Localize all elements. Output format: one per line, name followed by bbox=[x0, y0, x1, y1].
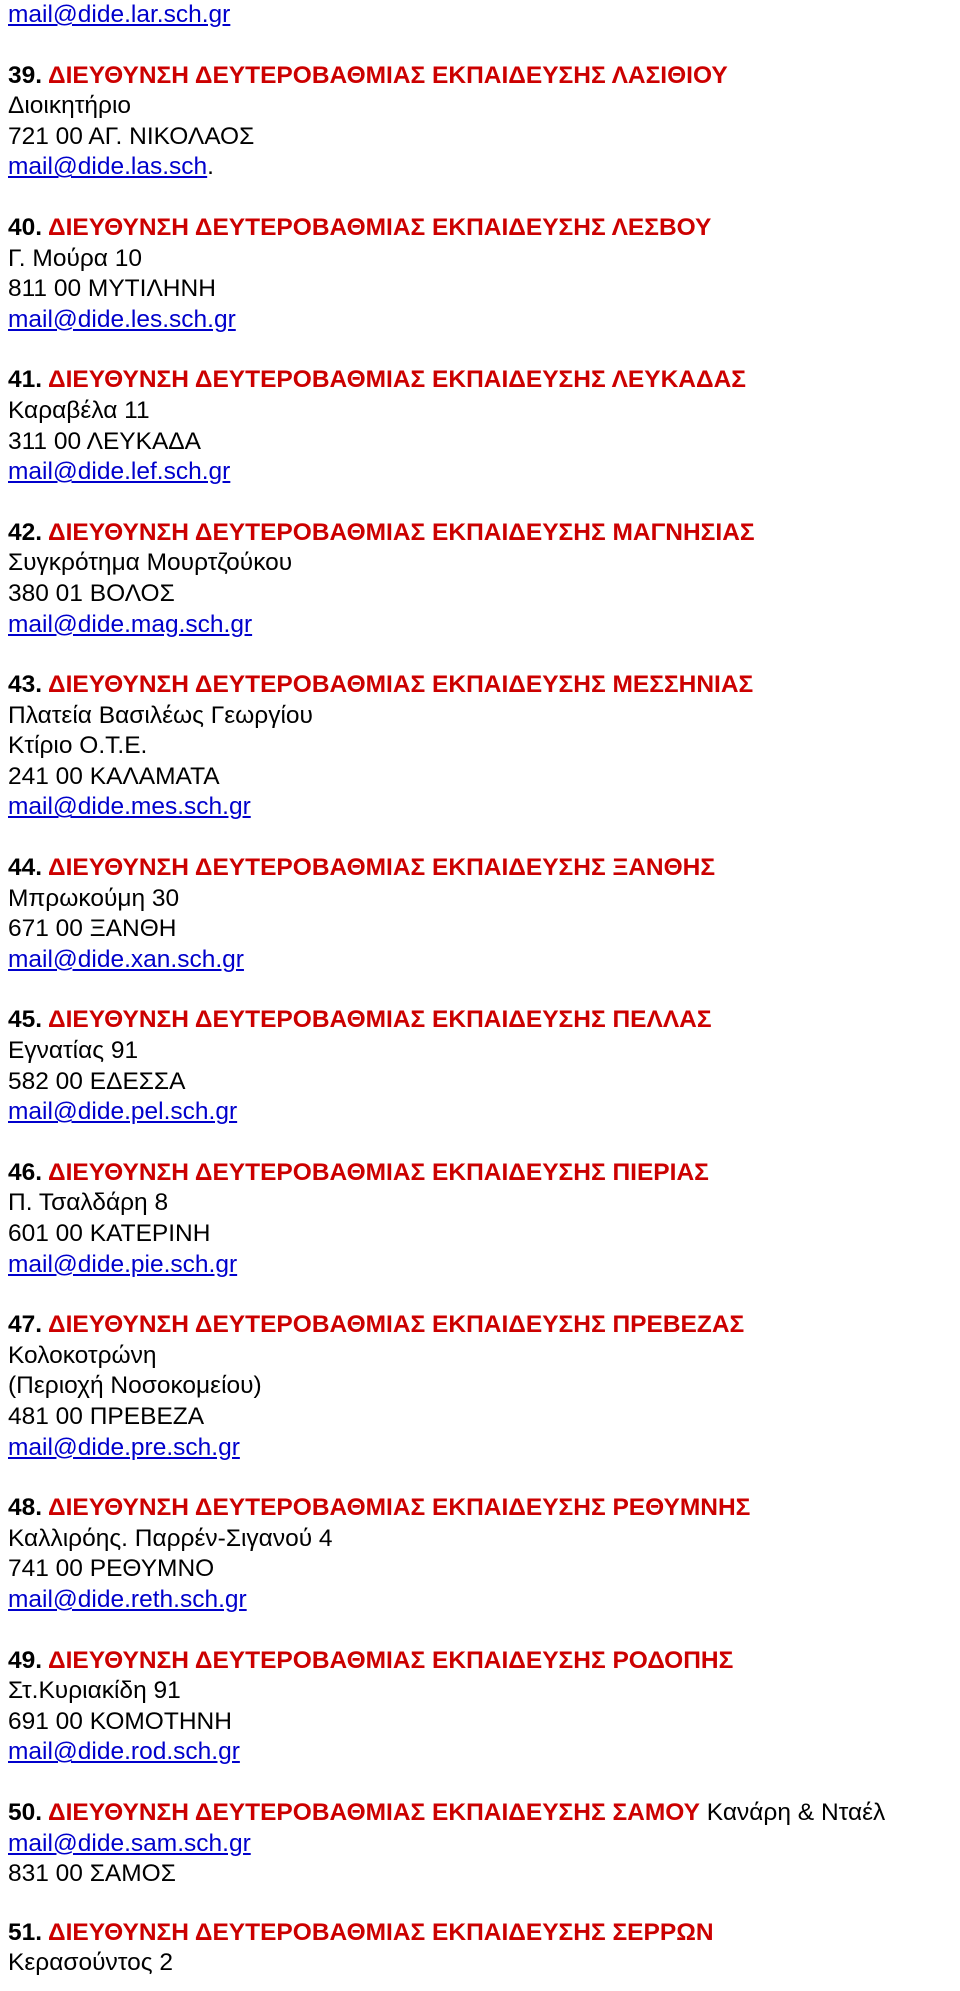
email-line bbox=[8, 1737, 958, 1768]
directory-entry bbox=[8, 213, 958, 335]
entry-heading bbox=[8, 1798, 958, 1829]
directory-entry bbox=[8, 670, 958, 823]
entry-region: ΠΙΕΡΙΑΣ bbox=[612, 1158, 709, 1186]
email-link[interactable]: mail@dide.sam.sch.gr bbox=[8, 1829, 251, 1857]
spacer bbox=[8, 823, 958, 853]
entry-number: 46. bbox=[8, 1158, 48, 1186]
entry-number: 42. bbox=[8, 518, 48, 546]
entry-heading bbox=[8, 61, 958, 92]
entry-heading bbox=[8, 1310, 958, 1341]
entry-heading bbox=[8, 853, 958, 884]
email-line bbox=[8, 305, 958, 336]
entry-heading-address: Κανάρη & Νταέλ bbox=[700, 1798, 886, 1826]
email-link[interactable]: mail@dide.mes.sch.gr bbox=[8, 793, 251, 821]
entry-region: ΛΕΣΒΟΥ bbox=[611, 213, 712, 241]
address-line: 380 01 ΒΟΛΟΣ bbox=[8, 579, 175, 607]
address-line: 311 00 ΛΕΥΚΑΔΑ bbox=[8, 427, 202, 455]
email-line bbox=[8, 610, 958, 641]
entry-region: ΣΑΜΟΥ bbox=[612, 1798, 700, 1826]
entry-heading bbox=[8, 1158, 958, 1189]
entry-number: 49. bbox=[8, 1646, 48, 1674]
email-line bbox=[8, 1585, 958, 1616]
entry-title-prefix: ΔΙΕΥΘΥΝΣΗ ΔΕΥΤΕΡΟΒΑΘΜΙΑΣ ΕΚΠΑΙΔΕΥΣΗΣ bbox=[47, 1918, 613, 1946]
address-line: Καλλιρόης. Παρρέν-Σιγανού 4 bbox=[8, 1524, 333, 1552]
address-line: 721 00 ΑΓ. ΝΙΚΟΛΑΟΣ bbox=[8, 122, 255, 150]
spacer bbox=[8, 183, 958, 213]
entry-number: 48. bbox=[8, 1494, 48, 1522]
entry-title-prefix: ΔΙΕΥΘΥΝΣΗ ΔΕΥΤΕΡΟΒΑΘΜΙΑΣ ΕΚΠΑΙΔΕΥΣΗΣ bbox=[47, 1311, 613, 1339]
entry-heading bbox=[8, 365, 958, 396]
entry-title-prefix: ΔΙΕΥΘΥΝΣΗ ΔΕΥΤΕΡΟΒΑΘΜΙΑΣ ΕΚΠΑΙΔΕΥΣΗΣ bbox=[47, 61, 612, 89]
email-link[interactable]: mail@dide.rod.sch.gr bbox=[8, 1738, 240, 1766]
entry-number: 47. bbox=[8, 1311, 48, 1339]
address-line: 741 00 ΡΕΘΥΜΝΟ bbox=[8, 1555, 215, 1583]
entry-title-prefix: ΔΙΕΥΘΥΝΣΗ ΔΕΥΤΕΡΟΒΑΘΜΙΑΣ ΕΚΠΑΙΔΕΥΣΗΣ bbox=[47, 671, 613, 699]
email-link[interactable]: mail@dide.les.sch.gr bbox=[8, 305, 236, 333]
entry-region: ΜΕΣΣΗΝΙΑΣ bbox=[612, 671, 754, 699]
entry-number: 40. bbox=[8, 213, 48, 241]
address-line: Συγκρότημα Μουρτζούκου bbox=[8, 549, 293, 577]
entry-title-prefix: ΔΙΕΥΘΥΝΣΗ ΔΕΥΤΕΡΟΒΑΘΜΙΑΣ ΕΚΠΑΙΔΕΥΣΗΣ bbox=[47, 1494, 613, 1522]
spacer bbox=[8, 975, 958, 1005]
top-email-line bbox=[8, 0, 958, 31]
directory-entry bbox=[8, 1493, 958, 1615]
email-link-lar[interactable]: mail@dide.lar.sch.gr bbox=[8, 1, 231, 28]
email-line bbox=[8, 457, 958, 488]
email-line bbox=[8, 1250, 958, 1281]
entry-region: ΞΑΝΘΗΣ bbox=[612, 854, 716, 882]
entry-heading bbox=[8, 1493, 958, 1524]
directory-entry bbox=[8, 518, 958, 640]
email-line bbox=[8, 152, 958, 183]
entry-number: 43. bbox=[8, 671, 48, 699]
address-line: Γ. Μούρα 10 bbox=[8, 244, 143, 272]
address-line: Μπρωκούμη 30 bbox=[8, 884, 180, 912]
entry-number: 50. bbox=[8, 1798, 48, 1826]
spacer bbox=[8, 1463, 958, 1493]
entry-title-prefix: ΔΙΕΥΘΥΝΣΗ ΔΕΥΤΕΡΟΒΑΘΜΙΑΣ ΕΚΠΑΙΔΕΥΣΗΣ bbox=[47, 854, 613, 882]
directory-entry bbox=[8, 365, 958, 487]
entry-heading bbox=[8, 670, 958, 701]
entry-region: ΜΑΓΝΗΣΙΑΣ bbox=[612, 518, 755, 546]
address-line: Στ.Κυριακίδη 91 bbox=[8, 1677, 181, 1705]
email-link[interactable]: mail@dide.reth.sch.gr bbox=[8, 1585, 247, 1613]
address-line: Κτίριο Ο.Τ.Ε. bbox=[8, 732, 148, 760]
email-suffix: . bbox=[207, 153, 214, 181]
directory-entry bbox=[8, 1158, 958, 1280]
email-line bbox=[8, 1097, 958, 1128]
spacer bbox=[8, 1890, 958, 1918]
address-line: 671 00 ΞΑΝΘΗ bbox=[8, 915, 177, 943]
directory-entry bbox=[8, 1798, 958, 1890]
entry-number: 44. bbox=[8, 854, 48, 882]
address-line: Κολοκοτρώνη bbox=[8, 1341, 157, 1369]
entry-title-prefix: ΔΙΕΥΘΥΝΣΗ ΔΕΥΤΕΡΟΒΑΘΜΙΑΣ ΕΚΠΑΙΔΕΥΣΗΣ bbox=[47, 1646, 613, 1674]
entry-heading bbox=[8, 518, 958, 549]
entry-number: 41. bbox=[8, 366, 48, 394]
entry-region: ΛΑΣΙΘΙΟΥ bbox=[611, 61, 728, 89]
document-page bbox=[8, 0, 958, 1979]
spacer bbox=[8, 640, 958, 670]
entry-number: 51. bbox=[8, 1918, 48, 1946]
address-line: Κερασούντος 2 bbox=[8, 1949, 173, 1977]
address-line: 691 00 ΚΟΜΟΤΗΝΗ bbox=[8, 1707, 232, 1735]
address-line: 481 00 ΠΡΕΒΕΖΑ bbox=[8, 1402, 205, 1430]
address-line: Καραβέλα 11 bbox=[8, 396, 150, 424]
entry-number: 45. bbox=[8, 1006, 48, 1034]
spacer bbox=[8, 31, 958, 61]
email-line bbox=[8, 1829, 958, 1860]
address-line: Εγνατίας 91 bbox=[8, 1037, 139, 1065]
entry-title-prefix: ΔΙΕΥΘΥΝΣΗ ΔΕΥΤΕΡΟΒΑΘΜΙΑΣ ΕΚΠΑΙΔΕΥΣΗΣ bbox=[47, 213, 612, 241]
directory-entry bbox=[8, 1646, 958, 1768]
email-link[interactable]: mail@dide.pel.sch.gr bbox=[8, 1098, 238, 1126]
address-line: 241 00 ΚΑΛΑΜΑΤΑ bbox=[8, 762, 220, 790]
directory-entry bbox=[8, 853, 958, 975]
entry-number: 39. bbox=[8, 61, 48, 89]
address-line: 582 00 ΕΔΕΣΣΑ bbox=[8, 1067, 186, 1095]
entry-heading bbox=[8, 213, 958, 244]
address-line: 811 00 ΜΥΤΙΛΗΝΗ bbox=[8, 275, 216, 303]
email-link[interactable]: mail@dide.pie.sch.gr bbox=[8, 1250, 238, 1278]
entry-region: ΡΟΔΟΠΗΣ bbox=[612, 1646, 734, 1674]
entry-title-prefix: ΔΙΕΥΘΥΝΣΗ ΔΕΥΤΕΡΟΒΑΘΜΙΑΣ ΕΚΠΑΙΔΕΥΣΗΣ bbox=[47, 1158, 613, 1186]
directory-entry bbox=[8, 1310, 958, 1463]
entry-region: ΡΕΘΥΜΝΗΣ bbox=[612, 1494, 751, 1522]
email-line bbox=[8, 945, 958, 976]
email-link[interactable]: mail@dide.lef.sch.gr bbox=[8, 458, 231, 486]
entry-region: ΠΕΛΛΑΣ bbox=[612, 1006, 712, 1034]
address-line: 601 00 ΚΑΤΕΡΙΝΗ bbox=[8, 1220, 211, 1247]
entry-region: ΛΕΥΚΑΔΑΣ bbox=[611, 366, 746, 394]
email-link[interactable]: mail@dide.xan.sch.gr bbox=[8, 945, 244, 973]
entry-heading bbox=[8, 1005, 958, 1036]
email-link[interactable]: mail@dide.las.sch bbox=[8, 153, 208, 181]
directory-entries bbox=[8, 61, 958, 1979]
address-line: (Περιοχή Νοσοκομείου) bbox=[8, 1372, 262, 1400]
address-line: 831 00 ΣΑΜΟΣ bbox=[8, 1860, 176, 1888]
entry-region: ΣΕΡΡΩΝ bbox=[612, 1918, 714, 1946]
spacer bbox=[8, 488, 958, 518]
entry-title-prefix: ΔΙΕΥΘΥΝΣΗ ΔΕΥΤΕΡΟΒΑΘΜΙΑΣ ΕΚΠΑΙΔΕΥΣΗΣ bbox=[47, 518, 613, 546]
email-line bbox=[8, 1433, 958, 1464]
address-line: Π. Τσαλδάρη 8 bbox=[8, 1189, 169, 1217]
directory-entry bbox=[8, 61, 958, 183]
entry-title-prefix: ΔΙΕΥΘΥΝΣΗ ΔΕΥΤΕΡΟΒΑΘΜΙΑΣ ΕΚΠΑΙΔΕΥΣΗΣ bbox=[47, 1006, 613, 1034]
entry-heading bbox=[8, 1918, 958, 1949]
spacer bbox=[8, 1616, 958, 1646]
directory-entry bbox=[8, 1918, 958, 1979]
entry-heading bbox=[8, 1646, 958, 1677]
address-line: Πλατεία Βασιλέως Γεωργίου bbox=[8, 701, 313, 729]
email-link[interactable]: mail@dide.pre.sch.gr bbox=[8, 1433, 240, 1461]
entry-title-prefix: ΔΙΕΥΘΥΝΣΗ ΔΕΥΤΕΡΟΒΑΘΜΙΑΣ ΕΚΠΑΙΔΕΥΣΗΣ bbox=[47, 1798, 613, 1826]
entry-region: ΠΡΕΒΕΖΑΣ bbox=[612, 1311, 745, 1339]
email-line bbox=[8, 792, 958, 823]
email-link[interactable]: mail@dide.mag.sch.gr bbox=[8, 610, 253, 638]
spacer bbox=[8, 1768, 958, 1798]
spacer bbox=[8, 1280, 958, 1310]
entry-title-prefix: ΔΙΕΥΘΥΝΣΗ ΔΕΥΤΕΡΟΒΑΘΜΙΑΣ ΕΚΠΑΙΔΕΥΣΗΣ bbox=[47, 366, 612, 394]
spacer bbox=[8, 1128, 958, 1158]
directory-entry bbox=[8, 1005, 958, 1127]
spacer bbox=[8, 335, 958, 365]
address-line: Διοικητήριο bbox=[8, 92, 132, 120]
